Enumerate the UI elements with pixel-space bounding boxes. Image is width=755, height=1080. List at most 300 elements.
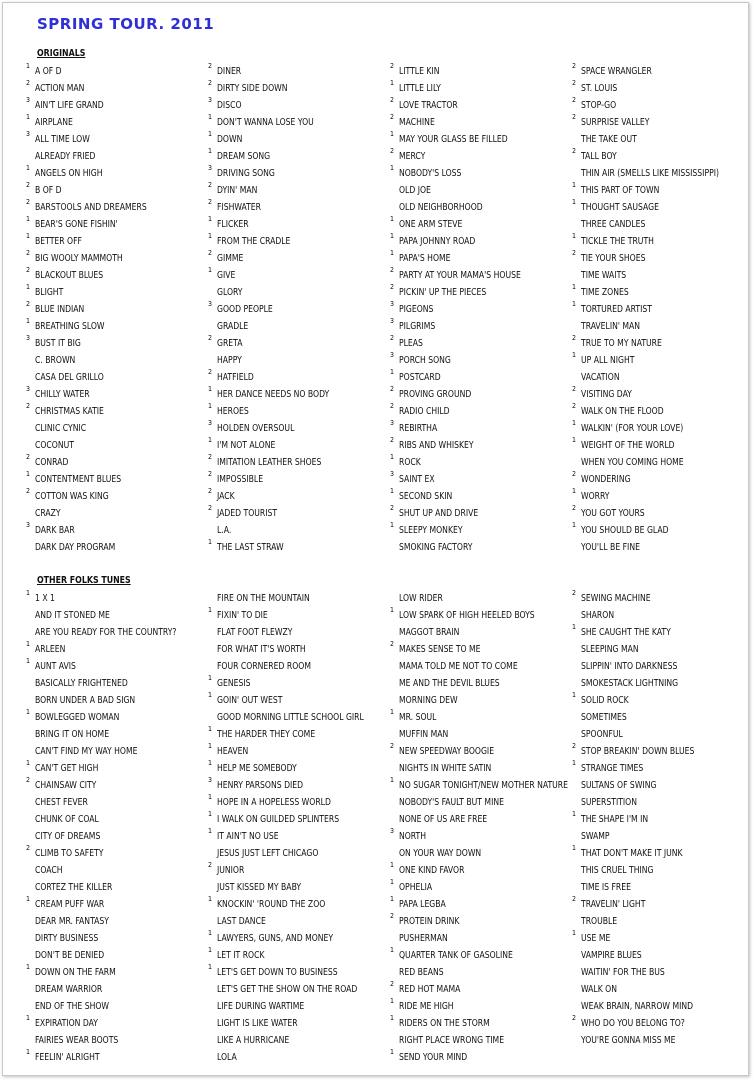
song-title: BREATHING SLOW <box>35 321 105 332</box>
song-item <box>26 300 213 318</box>
song-title: FLAT FOOT FLEWZY <box>217 627 293 638</box>
song-item <box>35 794 213 811</box>
song-title: SHARON <box>581 610 615 621</box>
song-item <box>217 1032 395 1049</box>
song-item <box>581 675 755 692</box>
song-count: 1 <box>26 113 31 121</box>
song-item <box>572 470 755 488</box>
song-title: YOU SHOULD BE GLAD <box>581 525 669 536</box>
song-title: GRETA <box>217 338 243 349</box>
song-item <box>399 760 577 777</box>
song-title: PROTEIN DRINK <box>399 916 460 927</box>
song-count: 1 <box>208 895 213 903</box>
song-count: 2 <box>390 504 395 512</box>
song-title: LET'S GET DOWN TO BUSINESS <box>217 967 338 978</box>
song-item <box>572 504 755 522</box>
song-count: 3 <box>390 300 395 308</box>
song-title: BLUE INDIAN <box>35 304 85 315</box>
song-title: DIRTY BUSINESS <box>35 933 99 944</box>
song-count: 1 <box>572 691 577 699</box>
song-title: TRUE TO MY NATURE <box>581 338 662 349</box>
song-count: 1 <box>572 844 577 852</box>
song-title: SHE CAUGHT THE KATY <box>581 627 671 638</box>
song-title: WHO DO YOU BELONG TO? <box>581 1018 685 1029</box>
song-item <box>390 266 577 284</box>
song-item <box>390 419 577 437</box>
song-count: 2 <box>390 402 395 410</box>
song-title: GIVE <box>217 270 236 281</box>
song-count: 2 <box>208 368 213 376</box>
song-item <box>390 79 577 97</box>
song-count: 1 <box>26 62 31 70</box>
song-title: SAINT EX <box>399 474 435 485</box>
song-title: LOW RIDER <box>399 593 443 604</box>
song-count: 1 <box>26 657 31 665</box>
song-title: SULTANS OF SWING <box>581 780 657 791</box>
song-title: SPACE WRANGLER <box>581 66 652 77</box>
song-title: THAT DON'T MAKE IT JUNK <box>581 848 683 859</box>
song-item <box>208 827 395 845</box>
song-item <box>390 521 577 539</box>
song-title: CRAZY <box>35 508 61 519</box>
song-item <box>26 62 213 80</box>
song-count: 1 <box>390 708 395 716</box>
song-title: OLD JOE <box>399 185 431 196</box>
song-count: 1 <box>26 640 31 648</box>
song-item <box>26 470 213 488</box>
song-title: DREAM WARRIOR <box>35 984 103 995</box>
song-item <box>399 692 577 709</box>
song-count: 3 <box>26 385 31 393</box>
song-item <box>390 334 577 352</box>
song-item <box>208 334 395 352</box>
song-title: SHUT UP AND DRIVE <box>399 508 479 519</box>
song-column <box>208 590 395 1066</box>
song-item <box>26 232 213 250</box>
song-item <box>35 505 213 522</box>
song-title: DON'T BE DENIED <box>35 950 105 961</box>
song-item <box>35 913 213 930</box>
song-title: BARSTOOLS AND DREAMERS <box>35 202 147 213</box>
song-count: 1 <box>208 606 213 614</box>
song-title: THIN AIR (SMELLS LIKE MISSISSIPPI) <box>581 168 720 179</box>
song-title: LAST DANCE <box>217 916 266 927</box>
song-count: 1 <box>208 674 213 682</box>
song-column <box>572 62 755 556</box>
song-title: BEAR'S GONE FISHIN' <box>35 219 118 230</box>
song-item <box>208 538 395 556</box>
song-item <box>390 861 577 879</box>
song-title: QUARTER TANK OF GASOLINE <box>399 950 513 961</box>
song-item <box>35 981 213 998</box>
song-title: DRIVING SONG <box>217 168 275 179</box>
song-title: RADIO CHILD <box>399 406 450 417</box>
song-item <box>26 181 213 199</box>
song-count: 1 <box>26 759 31 767</box>
song-item <box>390 827 577 845</box>
song-count: 2 <box>572 470 577 478</box>
song-count: 2 <box>390 742 395 750</box>
song-title: GOOD MORNING LITTLE SCHOOL GIRL <box>217 712 364 723</box>
song-title: WALK ON THE FLOOD <box>581 406 664 417</box>
song-item <box>581 981 755 998</box>
song-title: LET IT ROCK <box>217 950 265 961</box>
song-item <box>581 165 755 182</box>
song-count: 1 <box>390 1014 395 1022</box>
song-count: 1 <box>26 232 31 240</box>
song-title: OPHELIA <box>399 882 433 893</box>
song-count: 2 <box>390 385 395 393</box>
song-item <box>581 964 755 981</box>
song-title: DARK DAY PROGRAM <box>35 542 116 553</box>
song-item <box>217 590 395 607</box>
song-title: TORTURED ARTIST <box>581 304 652 315</box>
song-count: 2 <box>572 742 577 750</box>
song-item <box>581 658 755 675</box>
song-item <box>208 198 395 216</box>
song-item <box>572 249 755 267</box>
song-item <box>35 947 213 964</box>
song-title: SMOKING FACTORY <box>399 542 473 553</box>
song-title: HEROES <box>217 406 249 417</box>
song-count: 2 <box>572 96 577 104</box>
song-title: THIS CRUEL THING <box>581 865 654 876</box>
song-count: 2 <box>572 62 577 70</box>
song-title: HEAVEN <box>217 746 249 757</box>
song-item <box>390 1014 577 1032</box>
song-count: 1 <box>390 215 395 223</box>
song-title: B OF D <box>35 185 62 196</box>
song-item <box>581 318 755 335</box>
song-count: 3 <box>390 351 395 359</box>
song-count: 1 <box>26 708 31 716</box>
song-item <box>26 96 213 114</box>
song-item <box>208 759 395 777</box>
song-item <box>581 1032 755 1049</box>
originals-heading: ORIGINALS <box>37 48 86 59</box>
song-title: CHAINSAW CITY <box>35 780 97 791</box>
song-item <box>208 436 395 454</box>
song-count: 1 <box>26 589 31 597</box>
song-item <box>581 777 755 794</box>
song-count: 3 <box>208 164 213 172</box>
song-title: BETTER OFF <box>35 236 82 247</box>
song-item <box>35 369 213 386</box>
song-item <box>217 352 395 369</box>
song-count: 2 <box>208 453 213 461</box>
song-item <box>26 640 213 658</box>
song-count: 2 <box>26 487 31 495</box>
song-item <box>390 895 577 913</box>
song-item <box>208 470 395 488</box>
song-title: YOU GOT YOURS <box>581 508 645 519</box>
song-count: 1 <box>26 1048 31 1056</box>
document-page <box>2 2 749 1076</box>
song-title: TROUBLE <box>581 916 618 927</box>
song-item <box>26 164 213 182</box>
song-title: BRING IT ON HOME <box>35 729 110 740</box>
song-title: CASA DEL GRILLO <box>35 372 104 383</box>
song-count: 2 <box>26 844 31 852</box>
song-title: WAITIN' FOR THE BUS <box>581 967 665 978</box>
song-title: DEAR MR. FANTASY <box>35 916 109 927</box>
song-title: JUST KISSED MY BABY <box>217 882 302 893</box>
song-title: CHUNK OF COAL <box>35 814 99 825</box>
song-title: LOLA <box>217 1052 237 1063</box>
song-title: OLD NEIGHBORHOOD <box>399 202 483 213</box>
song-count: 1 <box>208 946 213 954</box>
song-title: CAN'T FIND MY WAY HOME <box>35 746 138 757</box>
song-item <box>572 334 755 352</box>
song-item <box>390 113 577 131</box>
song-title: SLEEPING MAN <box>581 644 639 655</box>
song-title: ANGELS ON HIGH <box>35 168 103 179</box>
song-item <box>390 980 577 998</box>
song-item <box>399 675 577 692</box>
song-count: 1 <box>390 232 395 240</box>
song-item <box>217 522 395 539</box>
song-item <box>35 352 213 369</box>
song-title: THREE CANDLES <box>581 219 646 230</box>
song-count: 2 <box>26 266 31 274</box>
song-title: IMPOSSIBLE <box>217 474 264 485</box>
song-item <box>35 624 213 641</box>
song-title: ON YOUR WAY DOWN <box>399 848 482 859</box>
song-item <box>208 113 395 131</box>
song-title: FAIRIES WEAR BOOTS <box>35 1035 119 1046</box>
song-title: PAPA LEGBA <box>399 899 446 910</box>
song-item <box>208 181 395 199</box>
song-count: 1 <box>390 487 395 495</box>
song-title: DARK BAR <box>35 525 75 536</box>
song-title: MAGGOT BRAIN <box>399 627 460 638</box>
song-title: CHRISTMAS KATIE <box>35 406 104 417</box>
song-title: SURPRISE VALLEY <box>581 117 650 128</box>
song-item <box>217 624 395 641</box>
song-item <box>26 1048 213 1066</box>
song-title: MUFFIN MAN <box>399 729 449 740</box>
song-item <box>208 674 395 692</box>
song-count: 3 <box>390 317 395 325</box>
song-item <box>390 300 577 318</box>
song-title: ARE YOU READY FOR THE COUNTRY? <box>35 627 177 638</box>
song-item <box>572 62 755 80</box>
song-count: 3 <box>390 419 395 427</box>
song-item <box>26 215 213 233</box>
song-count: 1 <box>390 521 395 529</box>
song-count: 1 <box>208 147 213 155</box>
song-count: 1 <box>208 759 213 767</box>
song-item <box>217 1049 395 1066</box>
song-item <box>572 113 755 131</box>
song-item <box>390 504 577 522</box>
song-count: 1 <box>208 793 213 801</box>
song-title: MORNING DEW <box>399 695 458 706</box>
song-title: HELP ME SOMEBODY <box>217 763 297 774</box>
song-title: TALL BOY <box>581 151 617 162</box>
song-item <box>390 470 577 488</box>
song-item <box>26 249 213 267</box>
song-title: JADED TOURIST <box>217 508 278 519</box>
song-count: 1 <box>208 436 213 444</box>
song-item <box>208 300 395 318</box>
song-item <box>26 130 213 148</box>
song-item <box>217 913 395 930</box>
song-count: 1 <box>390 130 395 138</box>
song-count: 1 <box>572 232 577 240</box>
song-title: LIGHT IS LIKE WATER <box>217 1018 298 1029</box>
song-title: L.A. <box>217 525 232 536</box>
song-item <box>572 198 755 216</box>
song-title: GOIN' OUT WEST <box>217 695 283 706</box>
song-item <box>572 402 755 420</box>
song-count: 1 <box>572 810 577 818</box>
song-title: AIRPLANE <box>35 117 73 128</box>
song-count: 3 <box>390 827 395 835</box>
song-count: 1 <box>572 623 577 631</box>
song-column <box>26 62 213 556</box>
song-item <box>217 318 395 335</box>
song-title: ONE ARM STEVE <box>399 219 463 230</box>
song-title: A OF D <box>35 66 62 77</box>
song-item <box>208 895 395 913</box>
song-item <box>208 929 395 947</box>
other-folks-tunes-heading: OTHER FOLKS TUNES <box>37 575 131 586</box>
song-title: PAPA JOHNNY ROAD <box>399 236 476 247</box>
song-count: 2 <box>390 912 395 920</box>
song-item <box>572 487 755 505</box>
song-item <box>581 539 755 556</box>
song-item <box>390 62 577 80</box>
song-title: TIME WAITS <box>581 270 627 281</box>
song-item <box>26 453 213 471</box>
song-item <box>217 845 395 862</box>
song-count: 1 <box>572 198 577 206</box>
song-title: WALK ON <box>581 984 617 995</box>
song-title: SOLID ROCK <box>581 695 629 706</box>
song-title: PIGEONS <box>399 304 434 315</box>
song-count: 2 <box>572 1014 577 1022</box>
song-item <box>26 895 213 913</box>
song-item <box>390 878 577 896</box>
song-item <box>26 844 213 862</box>
song-title: MAKES SENSE TO ME <box>399 644 481 655</box>
song-title: FEELIN' ALRIGHT <box>35 1052 100 1063</box>
song-item <box>208 946 395 964</box>
song-title: FROM THE CRADLE <box>217 236 291 247</box>
song-title: WONDERING <box>581 474 631 485</box>
song-item <box>390 385 577 403</box>
song-item <box>208 164 395 182</box>
song-title: LOVE TRACTOR <box>399 100 458 111</box>
song-title: THE SHAPE I'M IN <box>581 814 649 825</box>
song-title: WALKIN' (FOR YOUR LOVE) <box>581 423 684 434</box>
song-item <box>581 607 755 624</box>
song-title: ALL TIME LOW <box>35 134 90 145</box>
song-title: GOOD PEOPLE <box>217 304 273 315</box>
song-item <box>208 266 395 284</box>
song-title: BOWLEGGED WOMAN <box>35 712 120 723</box>
song-count: 3 <box>208 776 213 784</box>
song-count: 1 <box>208 402 213 410</box>
song-count: 1 <box>390 249 395 257</box>
song-item <box>390 147 577 165</box>
song-item <box>399 1032 577 1049</box>
song-title: PUSHERMAN <box>399 933 448 944</box>
song-count: 2 <box>390 266 395 274</box>
song-item <box>581 947 755 964</box>
song-count: 1 <box>208 130 213 138</box>
song-item <box>26 283 213 301</box>
song-item <box>572 300 755 318</box>
song-count: 2 <box>390 980 395 988</box>
song-title: RIGHT PLACE WRONG TIME <box>399 1035 505 1046</box>
song-count: 2 <box>390 640 395 648</box>
song-item <box>581 267 755 284</box>
song-count: 2 <box>390 113 395 121</box>
song-count: 1 <box>390 1048 395 1056</box>
song-count: 1 <box>572 436 577 444</box>
song-title: FOR WHAT IT'S WORTH <box>217 644 306 655</box>
song-count: 1 <box>26 1014 31 1022</box>
song-item <box>572 79 755 97</box>
song-title: USE ME <box>581 933 611 944</box>
song-title: YOU'LL BE FINE <box>581 542 640 553</box>
song-item <box>35 726 213 743</box>
song-count: 1 <box>208 232 213 240</box>
song-item <box>26 589 213 607</box>
song-title: I'M NOT ALONE <box>217 440 276 451</box>
song-item <box>399 794 577 811</box>
song-title: CHILLY WATER <box>35 389 90 400</box>
song-title: SEND YOUR MIND <box>399 1052 468 1063</box>
song-title: PAPA'S HOME <box>399 253 451 264</box>
song-item <box>581 862 755 879</box>
song-item <box>208 215 395 233</box>
song-title: TICKLE THE TRUTH <box>581 236 654 247</box>
song-title: ME AND THE DEVIL BLUES <box>399 678 500 689</box>
song-title: EXPIRATION DAY <box>35 1018 98 1029</box>
song-item <box>217 879 395 896</box>
song-item <box>581 879 755 896</box>
song-item <box>26 79 213 97</box>
song-count: 1 <box>208 266 213 274</box>
song-title: TRAVELIN' MAN <box>581 321 641 332</box>
song-item <box>35 420 213 437</box>
song-count: 3 <box>26 96 31 104</box>
song-column <box>390 590 577 1066</box>
song-item <box>399 726 577 743</box>
song-count: 1 <box>572 181 577 189</box>
song-title: MERCY <box>399 151 426 162</box>
song-item <box>390 249 577 267</box>
song-item <box>390 640 577 658</box>
song-item <box>208 725 395 743</box>
song-item <box>572 419 755 437</box>
song-title: TIME ZONES <box>581 287 629 298</box>
song-count: 2 <box>208 249 213 257</box>
song-item <box>581 828 755 845</box>
song-item <box>26 657 213 675</box>
song-item <box>35 539 213 556</box>
song-item <box>26 708 213 726</box>
song-item <box>26 334 213 352</box>
song-count: 1 <box>572 487 577 495</box>
song-item <box>26 759 213 777</box>
song-item <box>35 1032 213 1049</box>
song-item <box>208 691 395 709</box>
song-item <box>399 199 577 216</box>
